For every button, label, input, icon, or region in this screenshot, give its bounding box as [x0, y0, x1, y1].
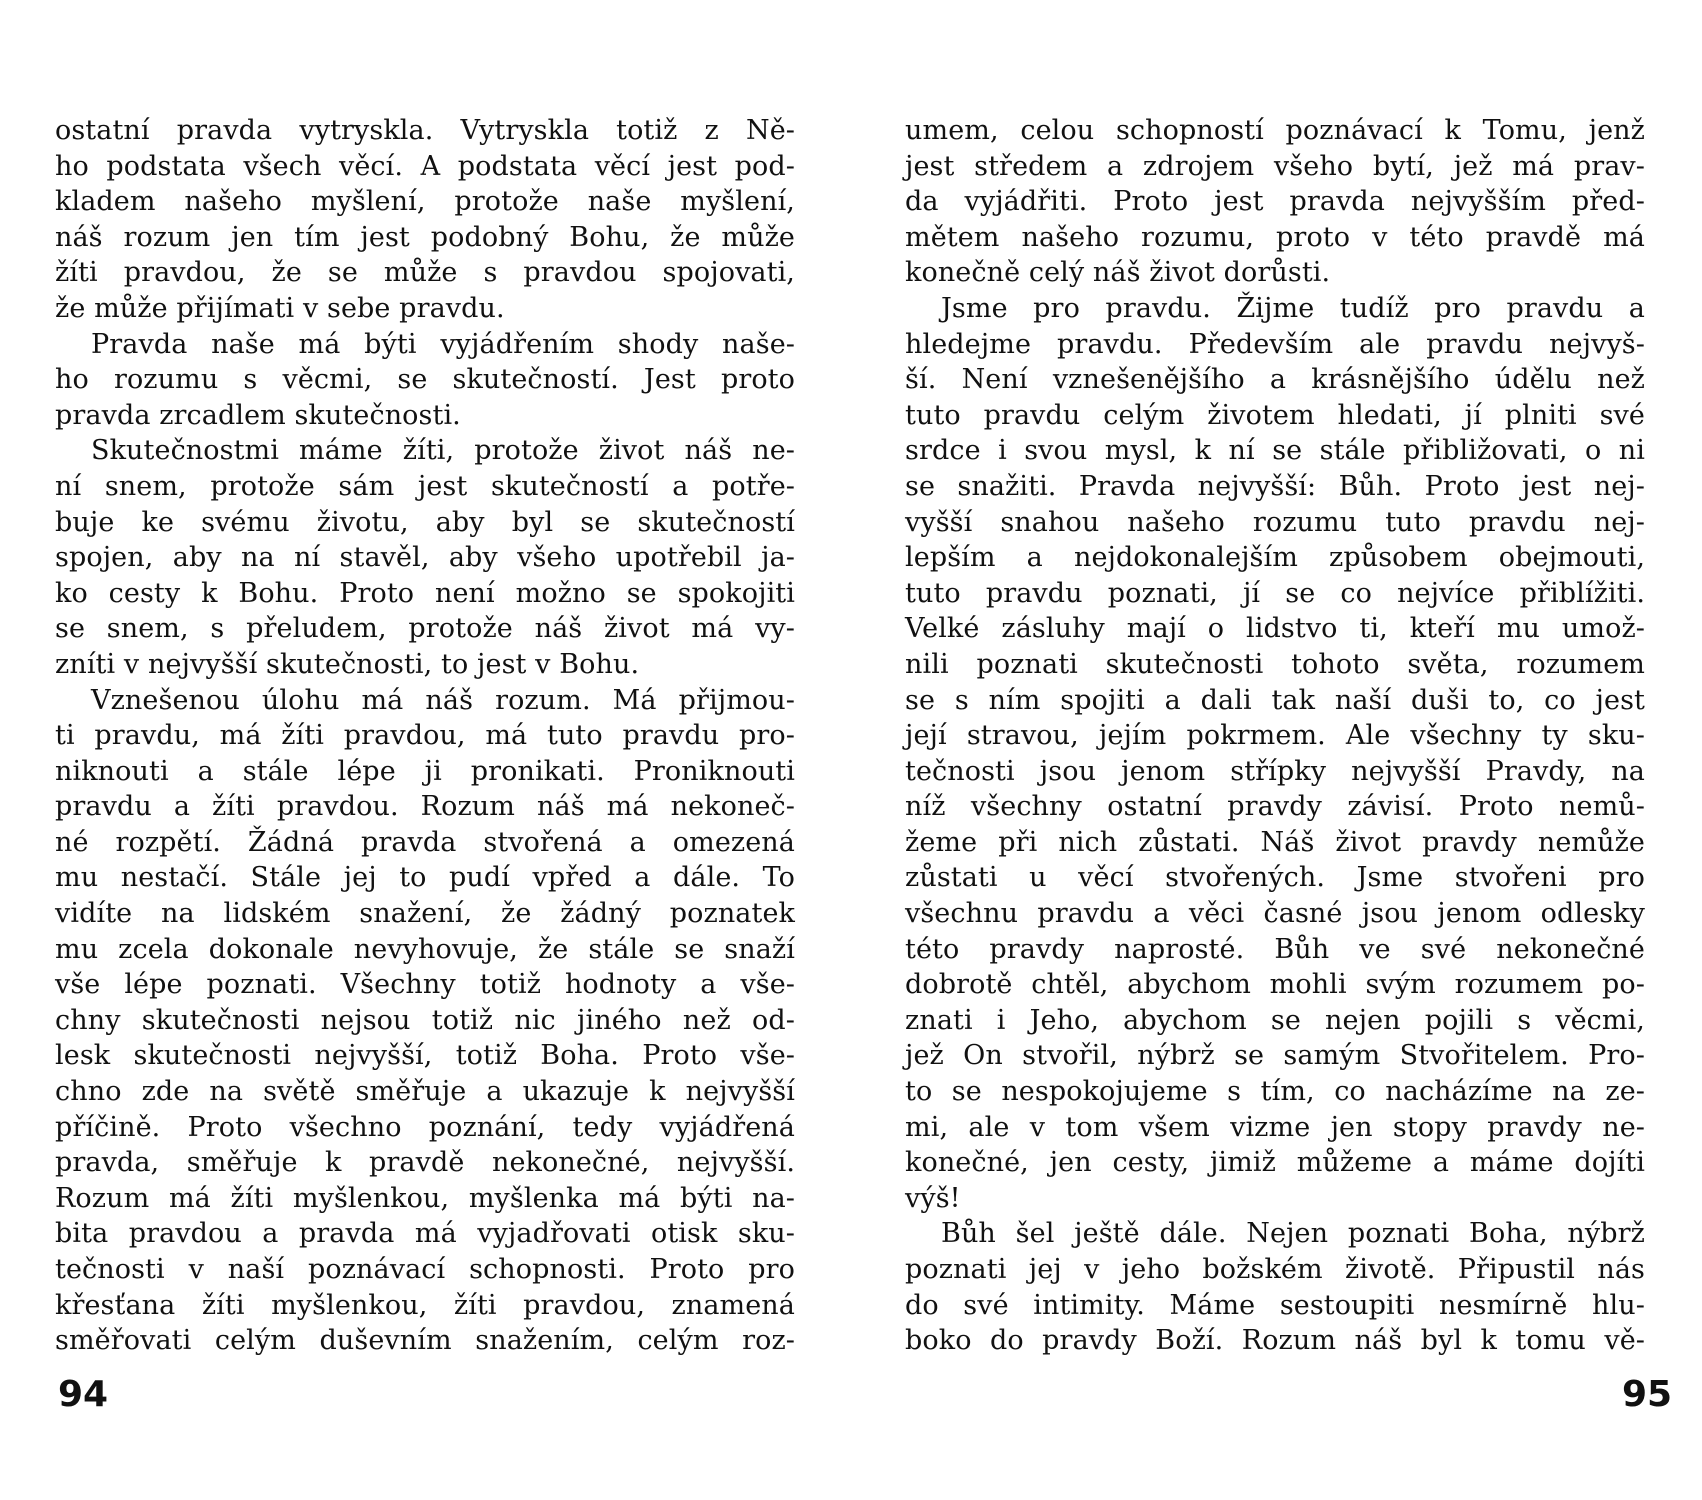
text-line: Skutečnostmi máme žíti, protože život náš ne- [91, 435, 795, 467]
text-line: ho rozumu s věcmi, se skutečností. Jest proto [55, 364, 795, 396]
text-line: pravda, směřuje k pravdě nekonečné, nejvyšší. [55, 1147, 795, 1179]
text-line: Vznešenou úlohu má náš rozum. Má přijmou- [91, 684, 795, 716]
text-line: do své intimity. Máme sestoupiti nesmírně hlu- [905, 1289, 1645, 1321]
text-line: kladem našeho myšlení, protože naše myšlení, [55, 186, 795, 218]
text-line: výš! [905, 1182, 961, 1214]
text-line: ní snem, protože sám jest skutečností a potře- [55, 470, 795, 502]
text-line: této pravdy naprosté. Bůh ve své nekonečné [905, 933, 1645, 965]
text-line: Pravda naše má býti vyjádřením shody naše- [91, 328, 795, 360]
text-line: umem, celou schopností poznávací k Tomu, jenž [905, 115, 1645, 146]
text-line: příčině. Proto všechno poznání, tedy vyjádřená [55, 1111, 795, 1143]
text-line: znati i Jeho, abychom se nejen pojili s věcmi, [905, 1004, 1645, 1036]
text-line: Bůh šel ještě dále. Nejen poznati Boha, nýbrž [941, 1218, 1645, 1250]
text-line: tuto pravdu poznati, jí se co nejvíce přiblížiti. [905, 577, 1645, 609]
text-line: zníti v nejvyšší skutečnosti, to jest v Bohu. [55, 648, 640, 680]
text-line: se snažiti. Pravda nejvyšší: Bůh. Proto jest nej- [905, 470, 1645, 502]
text-line: buje ke svému životu, aby byl se skutečností [55, 506, 795, 538]
text-line: mi, ale v tom všem vizme jen stopy pravdy ne- [905, 1111, 1645, 1143]
text-line: dobrotě chtěl, abychom mohli svým rozumem po- [905, 969, 1645, 1001]
text-line: jest středem a zdrojem všeho bytí, jež má prav- [905, 150, 1645, 182]
text-line: chno zde na světě směřuje a ukazuje k nejvyšší [55, 1076, 795, 1108]
text-line: křesťana žíti myšlenkou, žíti pravdou, znamená [55, 1289, 795, 1321]
text-line: lepším a nejdokonalejším způsobem obejmouti, [905, 542, 1645, 574]
text-line: jež On stvořil, nýbrž se samým Stvořitelem. Pro- [905, 1040, 1645, 1072]
text-line: ší. Není vznešenějšího a krásnějšího údělu než [905, 364, 1645, 396]
right-page [905, 113, 1645, 1359]
text-line: spojen, aby na ní stavěl, aby všeho upotřebil ja- [55, 542, 795, 574]
text-line: ti pravdu, má žíti pravdou, má tuto pravdu pro- [55, 720, 795, 752]
text-line: zůstati u věcí stvořených. Jsme stvořeni pro [905, 862, 1645, 894]
text-line: ko cesty k Bohu. Proto není možno se spokojiti [55, 577, 795, 609]
text-line: bita pravdou a pravda má vyjadřovati otisk sku- [55, 1218, 795, 1250]
text-line: hledejme pravdu. Především ale pravdu nejvyš- [905, 328, 1645, 360]
text-line: da vyjádřiti. Proto jest pravda nejvyšším před- [905, 186, 1645, 218]
text-line: pravdu a žíti pravdou. Rozum náš má nekoneč- [55, 791, 795, 823]
text-line: Jsme pro pravdu. Žijme tudíž pro pravdu a [941, 292, 1645, 324]
text-line: chny skutečnosti nejsou totiž nic jiného než od- [55, 1004, 795, 1036]
text-line: vidíte na lidském snažení, že žádný poznatek [55, 898, 795, 930]
text-line: ostatní pravda vytryskla. Vytryskla totiž z Ně- [55, 115, 795, 146]
text-line: tuto pravdu celým životem hledati, jí plniti své [905, 399, 1645, 431]
text-line: nili poznati skutečnosti tohoto světa, rozumem [905, 648, 1645, 680]
text-line: boko do pravdy Boží. Rozum náš byl k tomu vě- [905, 1325, 1645, 1357]
text-line: Rozum má žíti myšlenkou, myšlenka má býti na- [55, 1182, 795, 1214]
text-line: tečnosti v naší poznávací schopnosti. Proto pro [55, 1254, 795, 1285]
text-line: žeme při nich zůstati. Náš život pravdy nemůže [905, 826, 1645, 858]
text-line: mu nestačí. Stále jej to pudí vpřed a dále. To [55, 862, 795, 894]
text-line: né rozpětí. Žádná pravda stvořená a omezená [55, 826, 795, 858]
text-line: konečně celý náš život dorůsti. [905, 257, 1331, 289]
text-line: všechnu pravdu a věci časné jsou jenom odlesky [905, 898, 1645, 930]
text-line: náš rozum jen tím jest podobný Bohu, že může [55, 221, 795, 253]
left-page [55, 113, 795, 1359]
text-line: žíti pravdou, že se může s pravdou spojovati, [55, 257, 795, 289]
text-line: vyšší snahou našeho rozumu tuto pravdu nej- [905, 506, 1645, 538]
text-line: tečnosti jsou jenom střípky nejvyšší Pravdy, na [905, 755, 1645, 787]
text-line: konečné, jen cesty, jimiž můžeme a máme dojíti [905, 1147, 1645, 1179]
page-text [55, 113, 795, 1359]
text-line: se s ním spojiti a dali tak naší duši to, co jest [905, 684, 1645, 716]
text-line: poznati jej v jeho božském životě. Připustil nás [905, 1254, 1645, 1285]
text-line: pravda zrcadlem skutečnosti. [55, 399, 461, 431]
text-line: to se nespokojujeme s tím, co nacházíme na ze- [905, 1076, 1645, 1108]
text-line: se snem, s přeludem, protože náš život má vy- [55, 613, 795, 645]
text-line: že může přijímati v sebe pravdu. [55, 292, 505, 324]
text-line: níž všechny ostatní pravdy závisí. Proto nemů- [905, 791, 1645, 823]
text-line: ho podstata všech věcí. A podstata věcí jest pod- [55, 150, 795, 182]
page-number: 95 [1622, 1374, 1673, 1415]
page-number: 94 [58, 1374, 109, 1415]
text-line: srdce i svou mysl, k ní se stále přibližovati, o ni [905, 435, 1645, 467]
text-line: Velké zásluhy mají o lidstvo ti, kteří mu umož- [905, 613, 1645, 645]
text-line: směřovati celým duševním snažením, celým roz- [55, 1325, 795, 1357]
text-line: vše lépe poznati. Všechny totiž hodnoty a vše- [55, 969, 795, 1001]
text-line: niknouti a stále lépe ji pronikati. Proniknouti [55, 755, 795, 787]
page-text [905, 113, 1645, 1359]
text-line: mětem našeho rozumu, proto v této pravdě má [905, 221, 1645, 253]
text-line: mu zcela dokonale nevyhovuje, že stále se snaží [55, 933, 795, 965]
text-line: její stravou, jejím pokrmem. Ale všechny ty sku- [905, 720, 1645, 752]
text-line: lesk skutečnosti nejvyšší, totiž Boha. Proto vše- [55, 1040, 795, 1072]
